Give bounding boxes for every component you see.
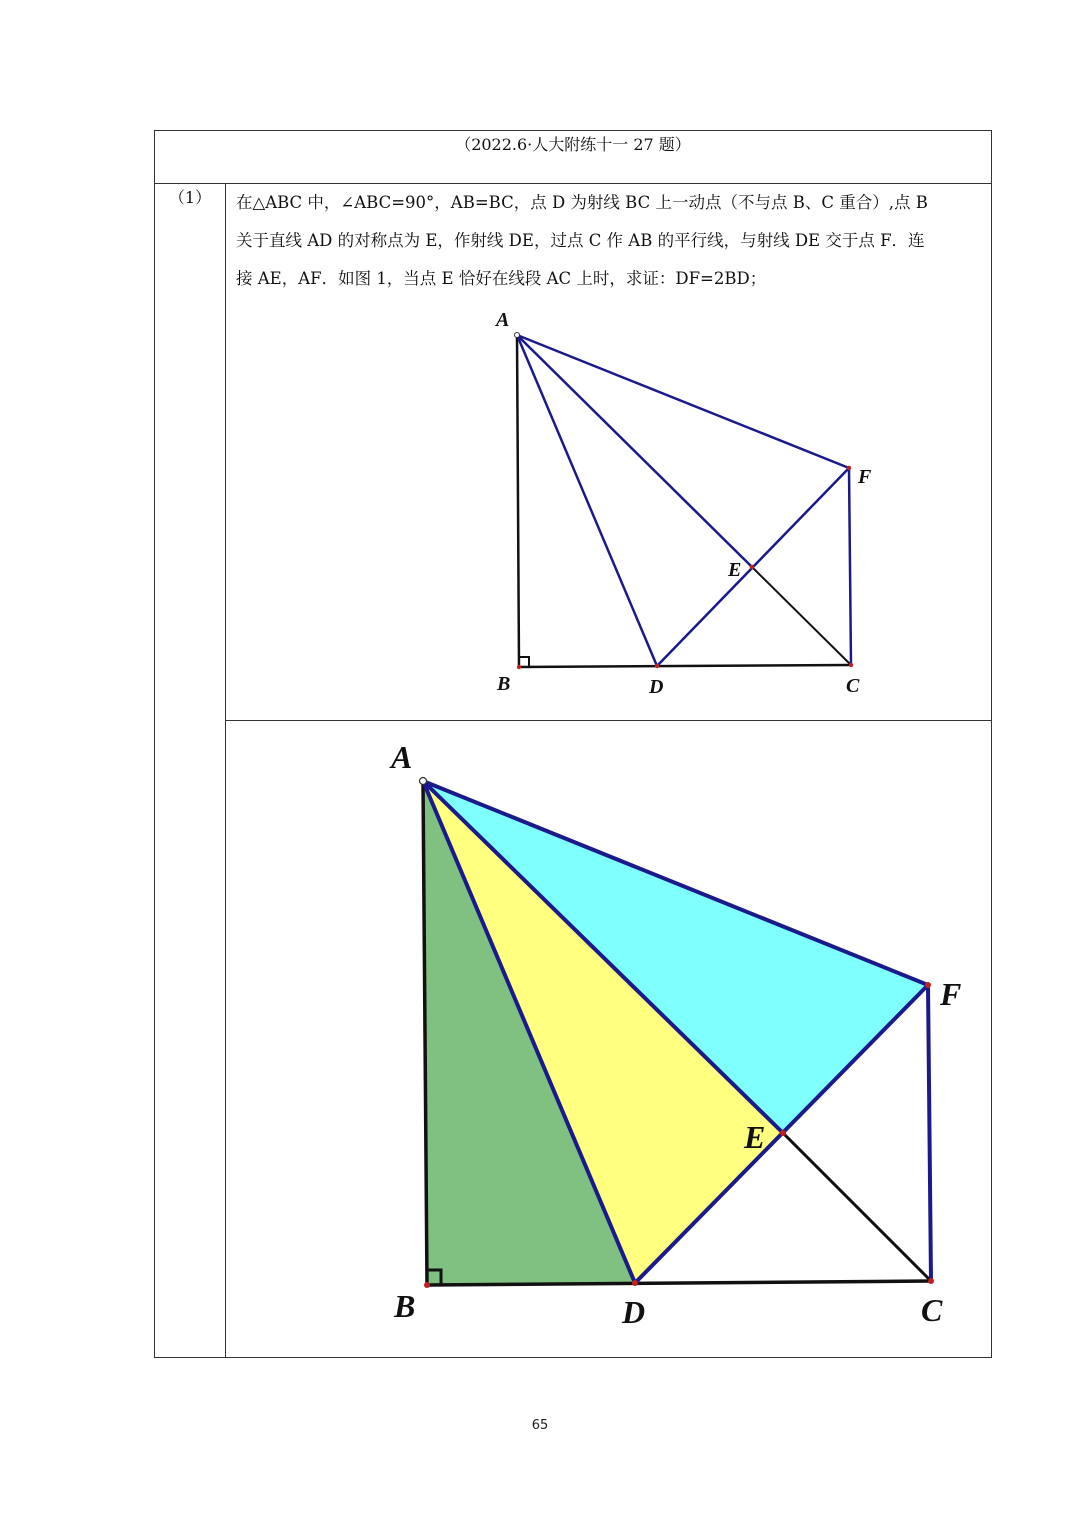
label2-D: D <box>622 1294 646 1330</box>
problem-number: （1） <box>168 188 212 207</box>
point2-A <box>420 778 427 785</box>
label2-A: A <box>391 739 413 775</box>
label2-F: F <box>940 976 962 1012</box>
label2-B: B <box>394 1288 416 1324</box>
source-text: （2022.6·人大附练十一 27 题） <box>455 135 691 154</box>
problem-line-3: 接 AE，AF．如图 1，当点 E 恰好在线段 AC 上时，求证：DF=2BD； <box>236 269 767 288</box>
seg2-FC <box>928 985 931 1281</box>
point2-C <box>928 1278 934 1284</box>
page-number: 65 <box>531 1418 549 1433</box>
label-C: C <box>846 675 860 697</box>
problem-line-2: 关于直线 AD 的对称点为 E，作射线 DE，过点 C 作 AB 的平行线，与射线 DE 交于点 F．连 <box>236 231 925 250</box>
seg2-EC <box>783 1133 931 1281</box>
label2-E: E <box>744 1119 766 1155</box>
point2-D <box>632 1280 638 1286</box>
label-B: B <box>497 673 511 695</box>
point2-F <box>925 982 931 988</box>
label-E: E <box>728 559 742 581</box>
label-A: A <box>496 309 510 331</box>
label-D: D <box>649 676 664 698</box>
point2-E <box>780 1130 786 1136</box>
label2-C: C <box>921 1292 943 1328</box>
problem-line-1: 在△ABC 中，∠ABC=90°，AB=BC，点 D 为射线 BC 上一动点（不与点 B、C 重合）,点 B <box>236 193 928 212</box>
label-F: F <box>858 466 872 488</box>
point2-B <box>424 1282 430 1288</box>
